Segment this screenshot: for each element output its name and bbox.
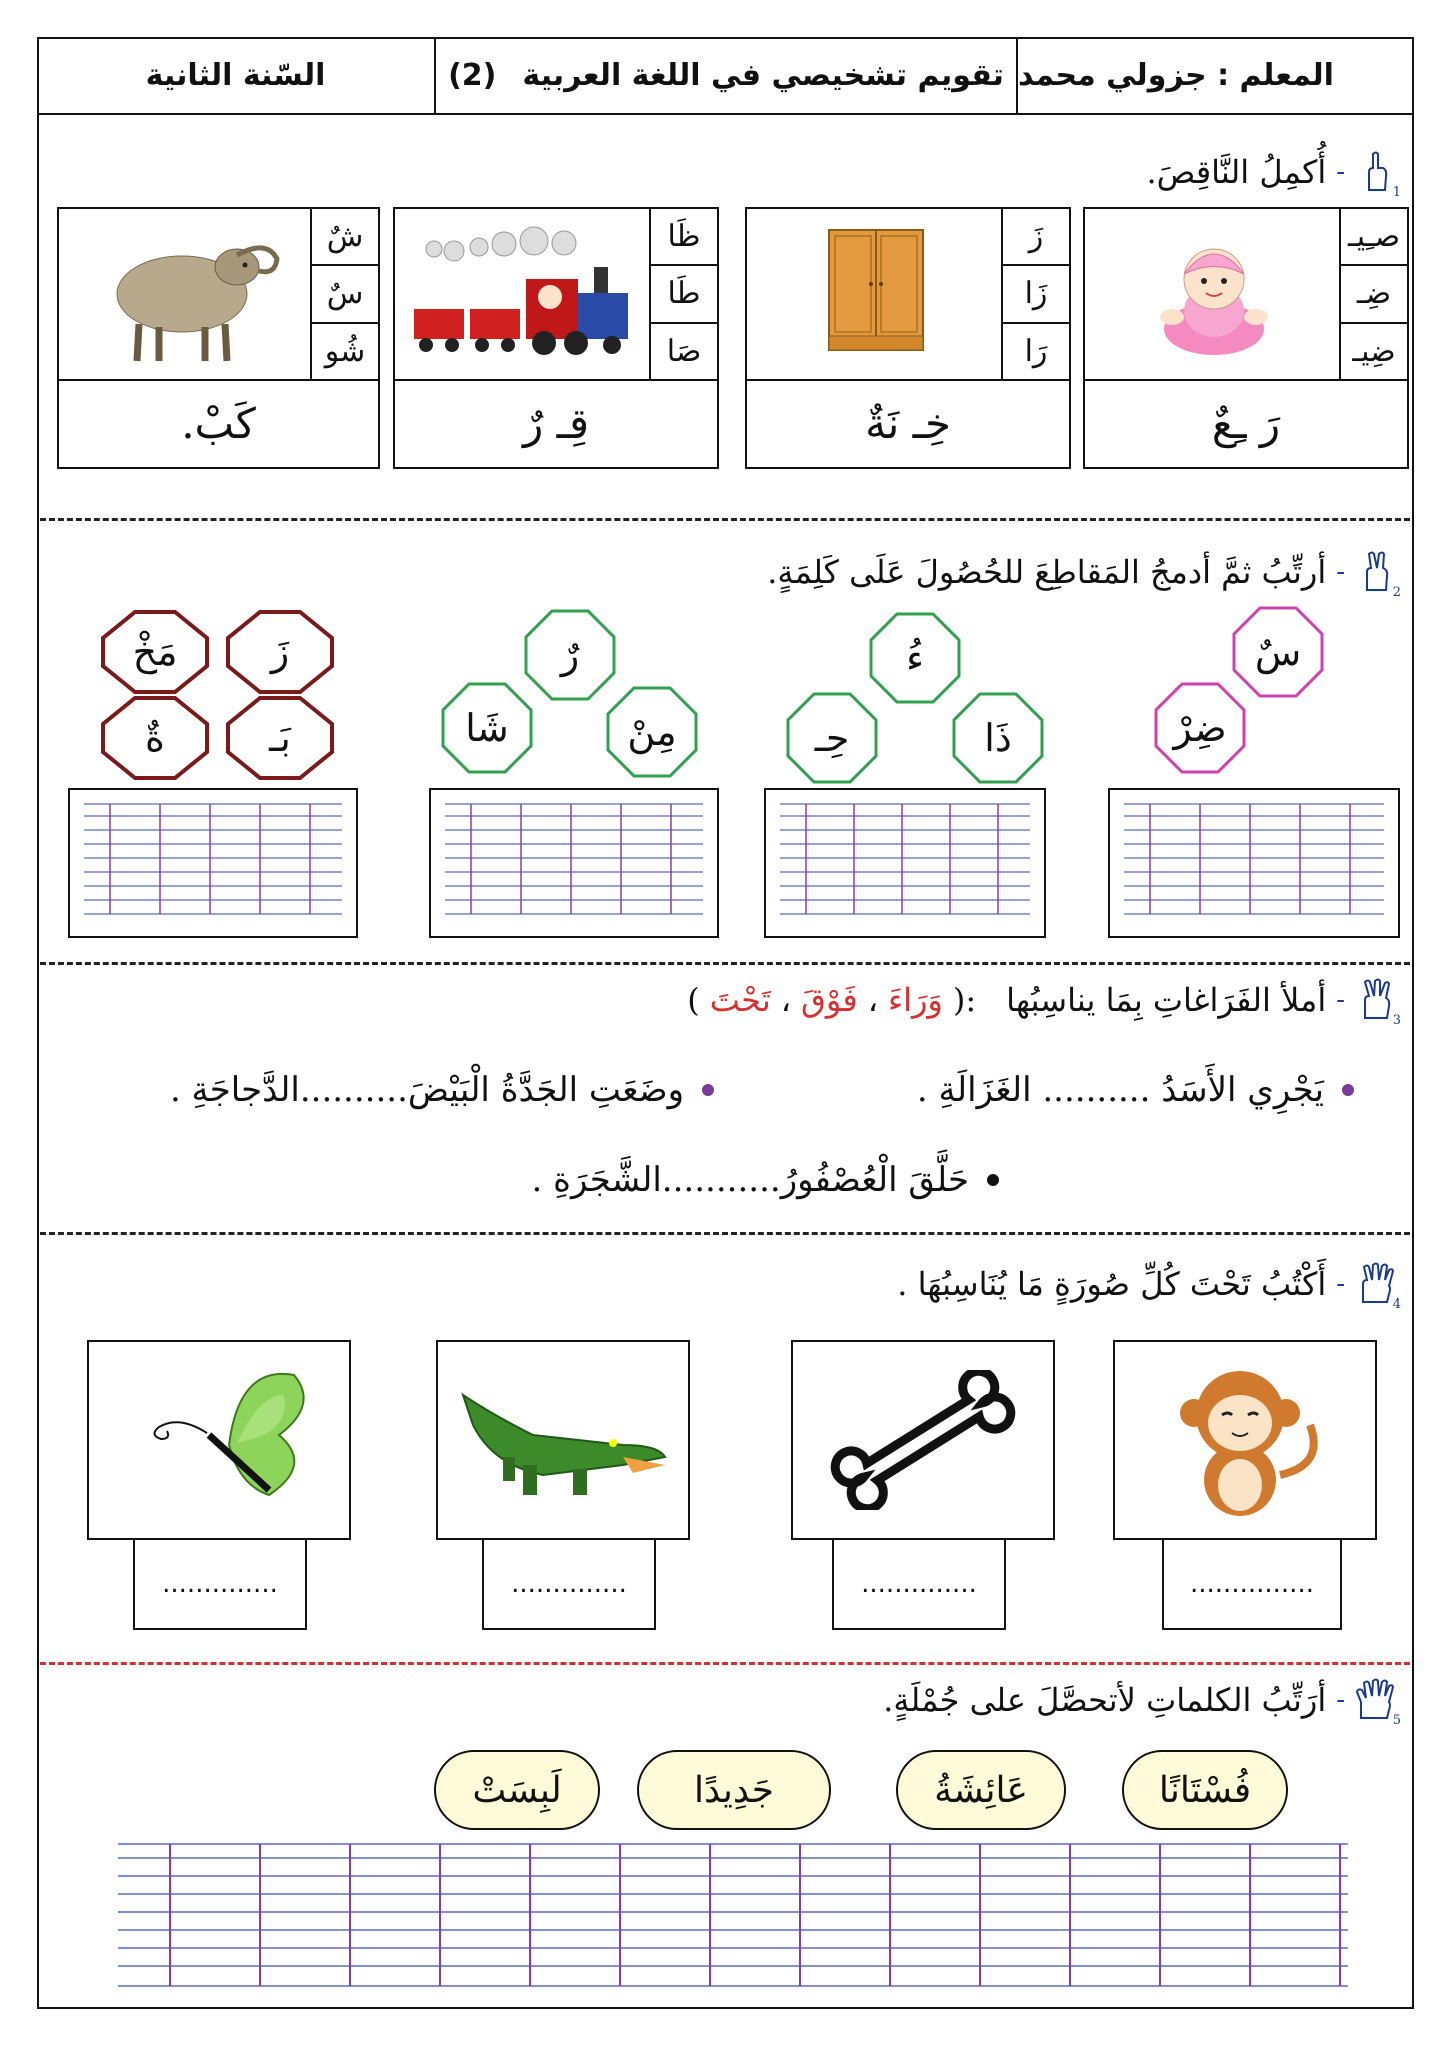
option[interactable]: صـِيـ [1341, 209, 1407, 266]
section-divider [40, 962, 1410, 965]
writing-grid[interactable] [68, 788, 358, 938]
incomplete-word[interactable]: رَ ـِعٌ [1211, 398, 1281, 448]
choice-word[interactable]: فَوْقَ [801, 981, 858, 1019]
instruction-text: أرَتِّبُ الكلماتِ لأتحصَّلَ على جُمْلَةٍ. [883, 1681, 1327, 1719]
word-card[interactable]: لَبِسَتْ [434, 1750, 600, 1830]
bullet [987, 1174, 999, 1186]
hand-five-icon: 5 [1355, 1678, 1399, 1722]
section5-instruction [883, 1678, 1401, 1728]
separator: ، [867, 981, 879, 1019]
incomplete-word[interactable]: كَبْ. [181, 398, 256, 448]
writing-grid[interactable] [764, 788, 1046, 938]
syllable[interactable]: ةٌ [145, 716, 165, 760]
instruction-text: أرتِّبُ ثمَّ أدمجُ المَقاطِعَ للحُصُولَ عَلَى كَلِمَةٍ. [767, 553, 1327, 591]
option[interactable]: رَا [1024, 333, 1048, 369]
syllable[interactable]: بَـ [269, 716, 291, 760]
option[interactable]: طَا [651, 266, 717, 323]
crocodile-image [436, 1340, 690, 1540]
fill-sentence[interactable] [170, 1070, 714, 1110]
bone-image [791, 1340, 1055, 1540]
option[interactable]: زَا [1003, 266, 1069, 323]
bullet [702, 1084, 714, 1096]
close-paren: ) [687, 981, 700, 1019]
separator: ، [780, 981, 792, 1019]
fill-sentence[interactable] [917, 1070, 1354, 1110]
syllable[interactable]: زَ [270, 630, 290, 674]
syllable[interactable]: ضِرْ [1173, 706, 1227, 750]
hand-one-icon: 1 [1355, 150, 1399, 194]
section4-instruction [897, 1262, 1401, 1312]
sentence-text: حَلَّقَ الْعُصْفُورُ...........الشَّجَرَةِ . [531, 1160, 969, 1200]
teacher-label: المعلم : جزولي محمد [1018, 57, 1334, 93]
syllable[interactable]: مِنْ [627, 710, 677, 754]
writing-grid[interactable] [1108, 788, 1400, 938]
dash-mark: - [1336, 985, 1345, 1015]
dash-mark: - [1336, 557, 1345, 587]
syllable[interactable]: حِـ [814, 716, 850, 760]
dash-mark: - [1336, 1269, 1345, 1299]
dash-mark: - [1336, 157, 1345, 187]
sentence-text: وضَعَتِ الجَدَّةُ الْبَيْضَ..........الدَّجاجَةِ . [169, 1070, 684, 1110]
word-card[interactable]: عَائِشَةُ [896, 1750, 1066, 1830]
word-card[interactable]: جَدِيدًا [637, 1750, 831, 1830]
incomplete-word[interactable]: خِـ نَةٌ [865, 398, 951, 448]
option[interactable]: ضِيـ [1352, 333, 1396, 369]
syllable[interactable]: مَخْ [132, 630, 178, 674]
choice-word[interactable]: تَحْتَ [709, 981, 771, 1019]
option[interactable]: شٌ [312, 209, 378, 266]
syllable[interactable]: شَا [465, 706, 509, 750]
open-paren: :( [952, 981, 977, 1019]
sentence-writing-grid[interactable] [118, 1836, 1348, 1996]
syllable[interactable]: ءُ [906, 636, 924, 680]
option[interactable]: ظَا [651, 209, 717, 266]
title-text: تقويم تشخيصي في اللغة العربية [522, 57, 1004, 93]
incomplete-word[interactable]: قِـ رٌ [523, 398, 590, 448]
bullet [1342, 1084, 1354, 1096]
word-card[interactable]: فُسْتَانًا [1122, 1750, 1288, 1830]
grade-label: السّنة الثانية [37, 37, 436, 113]
hand-two-icon: 2 [1355, 550, 1399, 594]
option[interactable]: زَ [1003, 209, 1069, 266]
hand-three-icon: 3 [1355, 978, 1399, 1022]
instruction-text: أملأ الفَرَاغاتِ بِمَا يناسِبُها [1006, 981, 1327, 1019]
answer-box[interactable]: .............. [482, 1540, 656, 1630]
option[interactable]: شُو [324, 333, 366, 369]
answer-box[interactable]: .............. [832, 1540, 1006, 1630]
hand-four-icon: 4 [1355, 1262, 1399, 1306]
option[interactable]: صَا [666, 333, 702, 369]
section3-instruction [687, 978, 1401, 1028]
fill-sentence[interactable] [532, 1160, 999, 1200]
instruction-text: أُكمِلُ النَّاقِصَ. [1146, 153, 1327, 191]
syllable[interactable]: ذَا [984, 716, 1012, 760]
dash-mark: - [1336, 1685, 1345, 1715]
section-divider [40, 1662, 1410, 1665]
monkey-image [1113, 1340, 1377, 1540]
title-number: (2) [448, 57, 497, 93]
option[interactable]: ضِـ [1341, 266, 1407, 323]
option[interactable]: سٌ [312, 266, 378, 323]
syllable[interactable]: سٌ [1254, 630, 1302, 674]
section-divider [40, 1232, 1410, 1235]
sentence-text: يَجْرِي الأَسَدُ .......... الغَزَالَةِ . [916, 1070, 1324, 1110]
answer-box[interactable]: ............... [1162, 1540, 1342, 1630]
choice-word[interactable]: وَرَاءَ [888, 981, 943, 1019]
butterfly-image [87, 1340, 351, 1540]
answer-box[interactable]: .............. [133, 1540, 307, 1630]
syllable[interactable]: رٌ [560, 633, 580, 677]
writing-grid[interactable] [429, 788, 719, 938]
instruction-text: أَكْتُبُ تَحْتَ كُلِّ صُورَةٍ مَا يُنَاسِبُهَا . [897, 1265, 1327, 1303]
syllable-shapes [0, 0, 1449, 800]
